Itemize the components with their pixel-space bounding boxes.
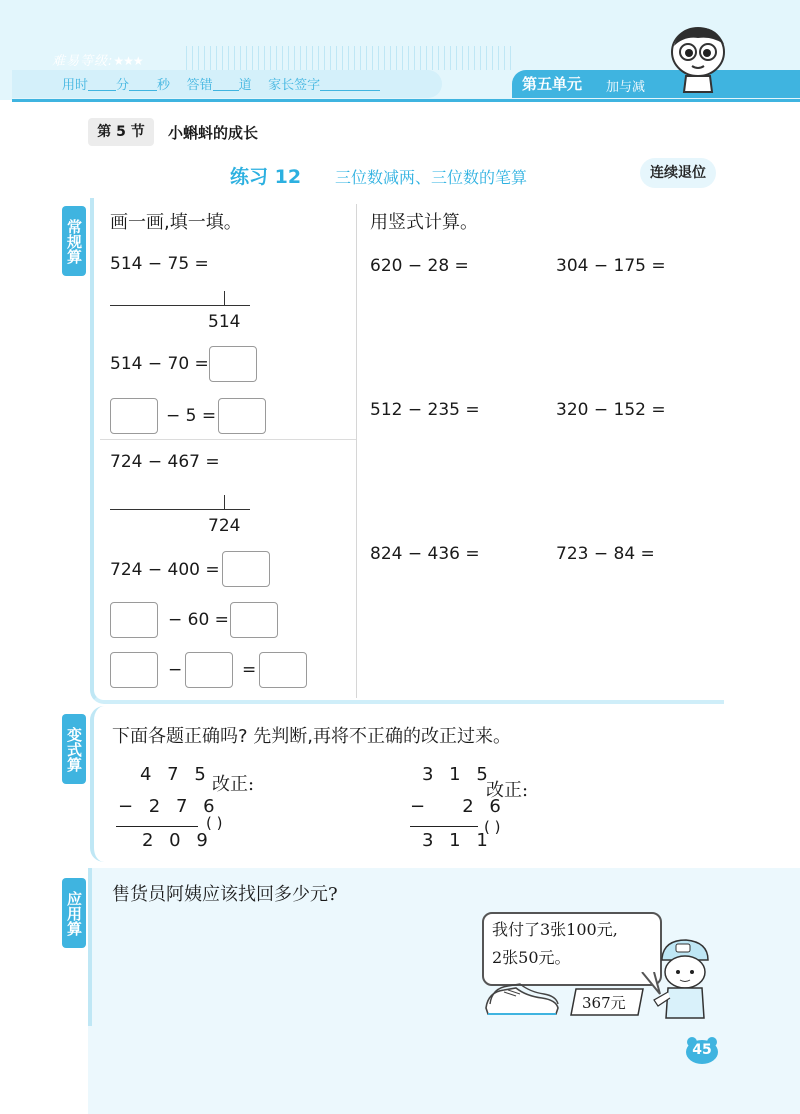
unit-subtitle: 加与减: [606, 80, 646, 95]
q1-number-line-tick: [224, 291, 225, 305]
right-instruction: 用竖式计算。: [370, 212, 478, 233]
calc-problem: 320 − 152 =: [556, 400, 666, 420]
part2-instruction: 下面各题正确吗? 先判断,再将不正确的改正过来。: [112, 726, 511, 747]
problem-b-line: [410, 826, 478, 827]
problem-a-judge-blank[interactable]: ( ): [206, 814, 223, 832]
mascot-illustration: [668, 22, 730, 94]
price-label: 367元: [582, 994, 626, 1012]
q2-step3-equals: =: [242, 660, 257, 680]
calc-problem: 824 − 436 =: [370, 544, 480, 564]
q1-step2-input-box[interactable]: [110, 398, 158, 434]
q2-number-line: [110, 509, 250, 510]
boy-illustration: [652, 936, 716, 1020]
part3-side-line: [88, 868, 92, 1026]
exercise-subtitle: 三位数减两、三位数的笔算: [335, 168, 528, 187]
problem-a-result: 2 0 9: [142, 830, 213, 851]
difficulty-rating: [52, 50, 143, 69]
problem-a-top: 4 7 5: [140, 764, 211, 785]
section-title: 小蝌蚪的成长: [168, 124, 259, 142]
problem-a-line: [116, 826, 198, 827]
calc-problem: 723 − 84 =: [556, 544, 655, 564]
wrong-count-blank[interactable]: [213, 76, 239, 91]
tab-regular-calc: 常规算: [62, 206, 86, 276]
problem-a-correct-label: 改正:: [212, 774, 255, 795]
q2-step3-box-a[interactable]: [110, 652, 158, 688]
problem-b-result: 3 1 1: [422, 830, 493, 851]
time-label: 用时: [62, 78, 89, 93]
calc-problem: 304 − 175 =: [556, 256, 666, 276]
q2-step1-expression: 724 − 400 =: [110, 560, 220, 580]
q1-step2-expression: − 5 =: [166, 406, 217, 426]
calc-problem: 620 − 28 =: [370, 256, 469, 276]
q1-number-line: [110, 305, 250, 306]
q2-step2-expression: − 60 =: [168, 610, 229, 630]
bubble-line-2: 2张50元。: [492, 948, 571, 967]
problem-b-correct-label: 改正:: [486, 780, 529, 801]
problem-b-top: 3 1 5: [422, 764, 493, 785]
time-record-fields: [62, 74, 380, 93]
tab-variant-calc: 变式算: [62, 714, 86, 784]
left-instruction: 画一画,填一填。: [110, 212, 242, 233]
header-ruler-decoration: [186, 46, 516, 70]
bubble-line-1: 我付了3张100元,: [492, 920, 618, 939]
speech-bubble-text: [492, 916, 618, 972]
q2-number-line-tick: [224, 495, 225, 509]
q2-number-line-value: 724: [208, 516, 241, 536]
q2-step3-box-b[interactable]: [185, 652, 233, 688]
minutes-label: 分: [116, 78, 130, 93]
q1-step1-expression: 514 − 70 =: [110, 354, 209, 374]
row-divider: [100, 439, 356, 440]
q1-step1-answer-box[interactable]: [209, 346, 257, 382]
wrong-count-unit: 道: [238, 78, 252, 93]
section-badge: 第 5 节: [88, 118, 154, 146]
wrong-count-label: 答错: [186, 78, 213, 93]
problem-b-judge-blank[interactable]: ( ): [484, 818, 501, 836]
q1-expression: 514 − 75 =: [110, 254, 209, 274]
parent-sign-label: 家长签字: [268, 78, 321, 93]
parent-sign-blank[interactable]: [320, 76, 380, 91]
calc-problem: 512 − 235 =: [370, 400, 480, 420]
minutes-blank[interactable]: [88, 76, 116, 91]
problem-a-bottom: − 2 7 6: [118, 796, 220, 817]
q1-step2-answer-box[interactable]: [218, 398, 266, 434]
problem-b-bottom: − 2 6: [410, 796, 506, 817]
seconds-blank[interactable]: [129, 76, 157, 91]
unit-title: 第五单元: [522, 75, 583, 93]
header-divider: [12, 99, 800, 102]
column-divider: [356, 204, 357, 698]
q2-step1-answer-box[interactable]: [222, 551, 270, 587]
q2-expression: 724 − 467 =: [110, 452, 220, 472]
seconds-label: 秒: [157, 78, 171, 93]
page-number: 45: [692, 1042, 712, 1058]
q1-number-line-value: 514: [208, 312, 241, 332]
exercise-title: 练习 12: [230, 166, 302, 188]
q2-step2-answer-box[interactable]: [230, 602, 278, 638]
topic-tag: 连续退位: [640, 158, 716, 188]
difficulty-stars: ★★★: [113, 54, 143, 68]
q2-step2-input-box[interactable]: [110, 602, 158, 638]
shoes-icon: [482, 978, 562, 1020]
q2-step3-minus: −: [168, 660, 183, 680]
q2-step3-answer-box[interactable]: [259, 652, 307, 688]
part3-question: 售货员阿姨应该找回多少元?: [112, 884, 338, 905]
tab-application-calc: 应用算: [62, 878, 86, 948]
difficulty-label: 难易等级:: [52, 54, 114, 69]
